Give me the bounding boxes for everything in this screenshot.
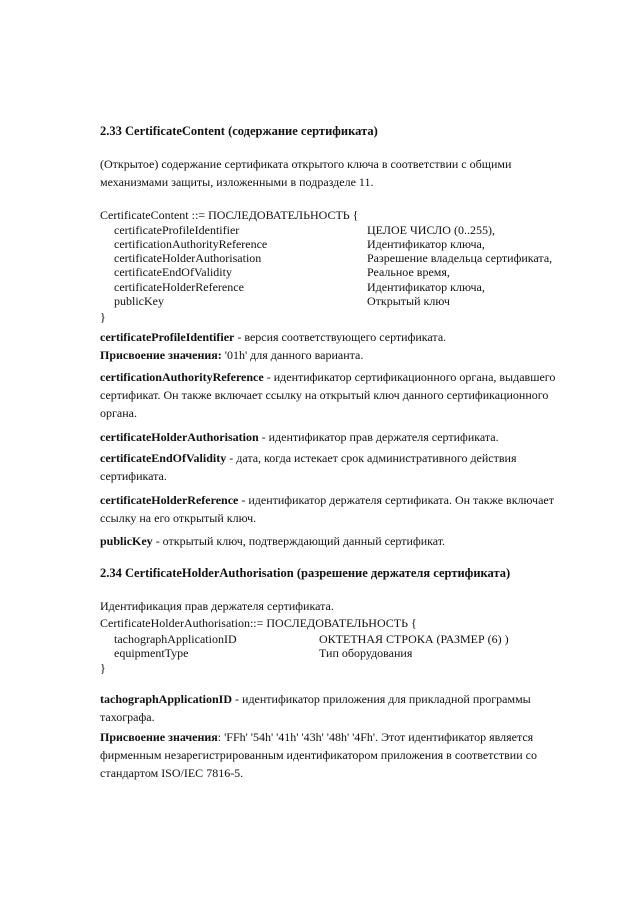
section-heading-2-33: 2.33 CertificateContent (содержание сертификата) — [100, 124, 378, 138]
sequence-open: CertificateContent ::= ПОСЛЕДОВАТЕЛЬНОСТЬ { — [100, 208, 359, 222]
field-name: certificateHolderAuthorisation — [114, 251, 262, 265]
definition-term: certificateEndOfValidity — [100, 451, 227, 465]
definition-text: - открытый ключ, подтверждающий данный сертификат. — [152, 534, 446, 548]
definition-line — [100, 532, 445, 550]
definition-term: tachographApplicationID — [100, 692, 233, 706]
sequence-close: } — [100, 310, 106, 324]
field-type: Реальное время, — [367, 265, 450, 279]
field-type: Разрешение владельца сертификата, — [367, 251, 553, 265]
definition-continuation: органа. — [100, 406, 137, 420]
field-type: Открытый ключ — [367, 294, 450, 308]
section-intro: Идентификация прав держателя сертификата. — [100, 599, 334, 613]
definition-text: - идентификатор приложения для прикладной программы — [232, 692, 531, 706]
definition-term: certificateProfileIdentifier — [100, 330, 235, 344]
sequence-close: } — [100, 661, 106, 675]
field-type: Тип оборудования — [319, 646, 413, 660]
definition-line — [100, 328, 446, 346]
section-intro-line-1: (Открытое) содержание сертификата открытого ключа в соответствии с общими — [100, 157, 512, 171]
definition-text: - идентификатор прав держателя сертификата. — [258, 430, 499, 444]
definition-text: - дата, когда истекает срок административного действия — [226, 451, 517, 465]
field-type: ЦЕЛОЕ ЧИСЛО (0..255), — [367, 223, 495, 237]
definition-term: certificateHolderReference — [100, 493, 239, 507]
definition-text: '01h' для данного варианта. — [221, 348, 364, 362]
definition-continuation: тахографа. — [100, 710, 155, 724]
definition-term: Присвоение значения: — [100, 348, 222, 362]
field-name: certificateProfileIdentifier — [114, 223, 240, 237]
definition-term: certificationAuthorityReference — [100, 370, 264, 384]
definition-term: publicKey — [100, 534, 153, 548]
definition-text: - идентификатор сертификационного органа, выдавшего — [263, 370, 556, 384]
definition-text: - идентификатор держателя сертификата. Он также включает — [238, 493, 554, 507]
section-heading-2-34: 2.34 CertificateHolderAuthorisation (разрешение держателя сертификата) — [100, 566, 511, 580]
field-name: certificationAuthorityReference — [114, 237, 268, 251]
definition-continuation: стандартом ISO/IEC 7816-5. — [100, 766, 244, 780]
sequence-open: CertificateHolderAuthorisation::= ПОСЛЕДОВАТЕЛЬНОСТЬ { — [100, 616, 417, 630]
definition-line — [100, 728, 533, 746]
field-name: certificateEndOfValidity — [114, 265, 232, 279]
field-name: certificateHolderReference — [114, 280, 244, 294]
definition-continuation: ссылку на его открытый ключ. — [100, 511, 257, 525]
definition-continuation: сертификат. Он также включает ссылку на открытый ключ данного сертификационного — [100, 388, 549, 402]
field-name: tachographApplicationID — [114, 632, 237, 646]
definition-text: - версия соответствующего сертификата. — [234, 330, 447, 344]
definition-text: : 'FFh' '54h' '41h' '43h' '48h' '4Fh'. Этот идентификатор является — [217, 730, 534, 744]
field-type: ОКТЕТНАЯ СТРОКА (РАЗМЕР (6) ) — [319, 632, 509, 646]
definition-continuation: сертификата. — [100, 469, 167, 483]
field-type: Идентификатор ключа, — [367, 237, 485, 251]
definition-line — [100, 491, 554, 509]
definition-term: certificateHolderAuthorisation — [100, 430, 259, 444]
definition-line — [100, 690, 531, 708]
definition-term: Присвоение значения — [100, 730, 218, 744]
section-intro-line-2: механизмами защиты, изложенными в подразделе 11. — [100, 175, 374, 189]
definition-line — [100, 428, 499, 446]
field-name: publicKey — [114, 294, 164, 308]
definition-continuation: фирменным незарегистрированным идентификатором приложения в соответствии со — [100, 748, 537, 762]
definition-line — [100, 346, 363, 364]
field-type: Идентификатор ключа, — [367, 280, 485, 294]
field-name: equipmentType — [114, 646, 189, 660]
definition-line — [100, 368, 555, 386]
definition-line — [100, 449, 516, 467]
